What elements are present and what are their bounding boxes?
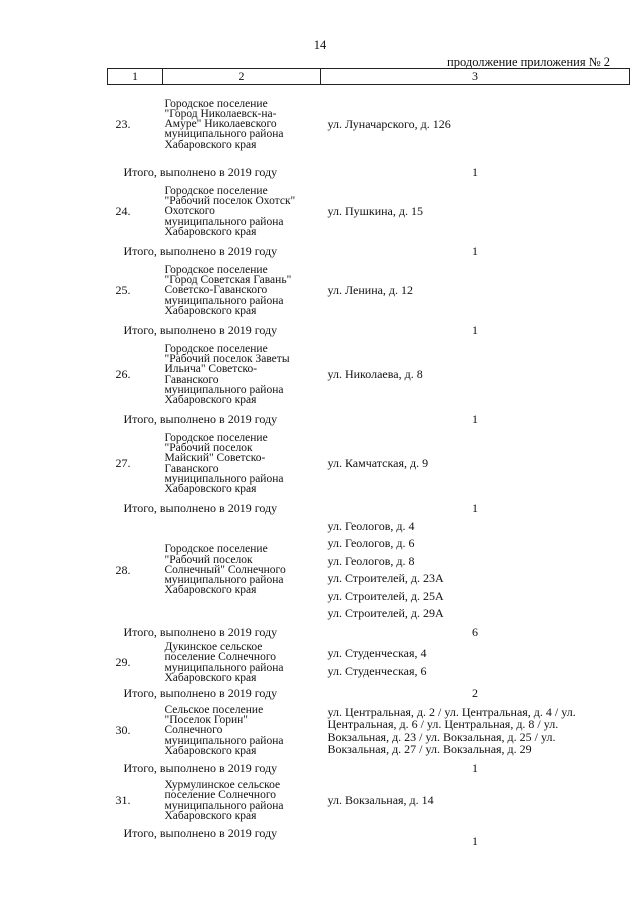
total-row [108,164,630,181]
table-row [108,641,630,685]
settlement-name-line: поселение Солнечного [164,651,277,664]
row-number: 25. [115,283,131,297]
settlement-name-line: Охотского [164,205,215,218]
address: ул. Пушкина, д. 15 [327,204,423,219]
settlement-name-line: Солнечный" Солнечного [164,563,286,576]
row-number: 26. [115,367,131,381]
total-label: Итого, выполнено в 2019 году [123,624,278,639]
settlement-name-line: Хабаровского края [164,671,257,684]
table-row [108,517,630,624]
settlement-name-line: Амуре" Николаевского [164,118,277,131]
address-cell [321,339,630,411]
table-row [108,85,630,164]
settlement-name-line: Дукинское сельское [164,640,263,653]
address: ул. Ленина, д. 12 [327,283,414,298]
table-row [108,702,630,760]
page-number: 14 [313,38,327,52]
row-number: 23. [115,116,131,131]
row-number: 28. [115,562,131,577]
settlement-name-line: Городское поселение [164,431,268,444]
total-row [108,825,630,849]
total-row [108,624,630,641]
total-row [108,243,630,260]
settlement-name-line: Советско-Гаванского [164,284,268,297]
settlement-name-line: Хабаровского края [164,225,257,238]
total-label: Итого, выполнено в 2019 году [123,322,278,337]
address: ул. Строителей, д. 23А [327,571,444,585]
settlement-name-line: Городское поселение [164,97,268,110]
address-cell [321,428,630,500]
settlement-name [163,260,321,322]
settlement-name-line: Хабаровского края [164,483,257,496]
settlement-name-line: "Город Советская Гавань" [164,274,292,287]
settlement-name-line: "Поселок Горин" [164,714,248,727]
address-cell [321,85,630,164]
data-table [107,68,630,849]
settlement-name-line: муниципального района [164,215,284,228]
settlement-name-line: "Рабочий поселок [164,441,253,454]
settlement-name-line: Гаванского [164,373,219,386]
settlement-name-line: муниципального района [164,294,284,307]
total-label: Итого, выполнено в 2019 году [123,500,278,515]
total-value: 2 [472,685,478,700]
row-number: 31. [115,793,131,807]
address: ул. Студенческая, 6 [327,663,427,678]
settlement-name-line: муниципального района [164,734,284,747]
settlement-name [163,702,321,760]
address-cell [321,702,630,760]
address: ул. Геологов, д. 6 [327,536,415,550]
total-row [108,685,630,702]
total-label: Итого, выполнено в 2019 году [123,164,278,179]
address: ул. Студенческая, 4 [327,646,427,660]
settlement-name-line: муниципального района [164,799,284,812]
total-label: Итого, выполнено в 2019 году [123,685,278,700]
address: Вокзальная, д. 23 / ул. Вокзальная, д. 25 / ул. [327,729,556,744]
total-value: 1 [472,322,478,337]
table-row [108,339,630,411]
column-header: 2 [163,69,321,85]
total-row [108,411,630,428]
settlement-name-line: Ильича" Советско- [164,363,258,376]
address: ул. Геологов, д. 4 [327,518,415,533]
settlement-name [163,428,321,500]
address-cell [321,260,630,322]
continuation-label: продолжение приложения № 2 [447,55,610,69]
settlement-name-line: муниципального района [164,661,284,674]
settlement-name [163,517,321,624]
address-cell [321,517,630,624]
settlement-name [163,339,321,411]
settlement-name-line: муниципального района [164,128,284,141]
total-label: Итого, выполнено в 2019 году [123,243,278,258]
total-label-cell [108,243,321,260]
settlement-name-line: Гаванского [164,462,219,475]
settlement-name-line: муниципального района [164,472,284,485]
row-number: 29. [115,655,131,669]
settlement-name-line: "Город Николаевск-на- [164,107,277,120]
settlement-name-line: Городское поселение [164,342,268,355]
total-label-cell [108,500,321,517]
total-row [108,322,630,339]
settlement-name-line: Майский" Советско- [164,452,266,465]
settlement-name-line: Солнечного [164,724,223,737]
settlement-name [163,181,321,243]
total-label-cell [108,760,321,777]
address: ул. Луначарского, д. 126 [327,117,451,131]
total-label-cell [108,164,321,181]
settlement-name [163,85,321,164]
settlement-name-line: муниципального района [164,574,284,587]
address-cell [321,641,630,685]
table-row [108,260,630,322]
total-label-cell [108,685,321,702]
total-row [108,760,630,777]
settlement-name-line: Городское поселение [164,184,268,197]
total-value: 6 [472,624,478,639]
total-value: 1 [472,500,478,515]
total-label-cell [108,322,321,339]
table-row [108,181,630,243]
settlement-name [163,777,321,825]
settlement-name-line: Хабаровского края [164,744,257,757]
total-label: Итого, выполнено в 2019 году [123,825,278,840]
address: ул. Камчатская, д. 9 [327,456,429,471]
address-cell [321,181,630,243]
row-number: 27. [115,456,131,470]
table-header-row [108,69,630,85]
row-number: 30. [115,723,131,737]
total-label-cell [108,624,321,641]
total-row [108,500,630,517]
row-number: 24. [115,204,131,218]
settlement-name-line: муниципального района [164,383,284,396]
address-cell [321,777,630,825]
column-header: 3 [321,69,630,85]
total-value: 1 [472,760,478,775]
total-label-cell [108,825,321,849]
settlement-name-line: Хабаровского края [164,584,257,597]
settlement-name-line: Хабаровского края [164,304,257,317]
total-value: 1 [472,411,478,426]
settlement-name-line: Сельское поселение [164,703,264,716]
address: Вокзальная, д. 27 / ул. Вокзальная, д. 29 [327,742,532,756]
total-value: 1 [472,243,478,258]
address: ул. Николаева, д. 8 [327,367,423,382]
address: ул. Вокзальная, д. 14 [327,793,434,808]
total-value: 1 [472,833,478,848]
total-label: Итого, выполнено в 2019 году [123,760,278,775]
address: ул. Геологов, д. 8 [327,553,415,568]
settlement-name-line: "Рабочий поселок [164,553,253,566]
settlement-name-line: "Рабочий поселок Охотск" [164,195,296,208]
table-row [108,777,630,825]
total-label: Итого, выполнено в 2019 году [123,411,278,426]
settlement-name-line: Городское поселение [164,543,268,556]
settlement-name [163,641,321,685]
total-label-cell [108,411,321,428]
settlement-name-line: Городское поселение [164,263,268,276]
settlement-name-line: "Рабочий поселок Заветы [164,352,290,365]
settlement-name-line: поселение Солнечного [164,789,277,802]
address: ул. Строителей, д. 25А [327,588,444,603]
settlement-name-line: Хабаровского края [164,809,257,822]
settlement-name-line: Хабаровского края [164,394,257,407]
column-header: 1 [108,69,163,85]
table-row [108,428,630,500]
total-value: 1 [472,164,478,179]
address: ул. Центральная, д. 2 / ул. Центральная, д. 4 / ул. [327,704,576,719]
settlement-name-line: Хурмулинское сельское [164,778,281,791]
settlement-name-line: Хабаровского края [164,138,257,151]
address: Центральная, д. 6 / ул. Центральная, д. 8 / ул. [327,717,559,731]
address: ул. Строителей, д. 29А [327,606,444,620]
